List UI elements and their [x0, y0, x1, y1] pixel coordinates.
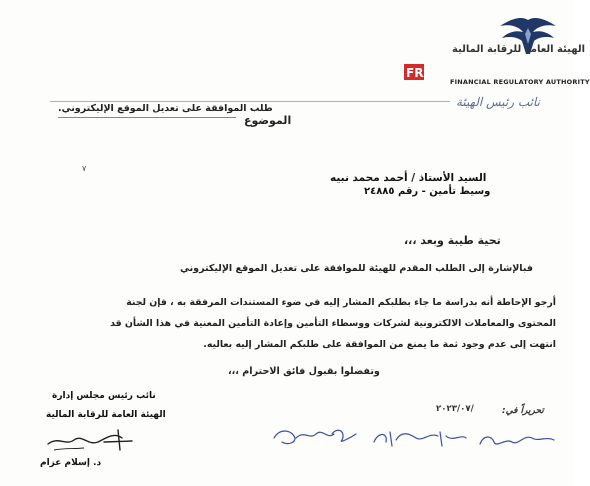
header-rule	[50, 101, 450, 102]
subject-text: طلب الموافقة على تعديل الموقع الإليكتروني.	[58, 103, 273, 114]
subject-underline	[58, 117, 236, 118]
handwritten-initials	[270, 420, 560, 470]
greeting: تحية طيبة وبعد ،،،	[404, 234, 501, 247]
fra-logo-text: FRA	[406, 66, 433, 80]
closing-line: وتفضلوا بقبول فائق الاحترام ،،،	[228, 366, 380, 377]
signatory-title-line1: نائب رئيس مجلس إدارة	[52, 391, 156, 401]
signatory-title-line2: الهيئة العامة للرقابة المالية	[46, 410, 166, 420]
date-value: ٢٠٢٣/٠٧/	[436, 404, 474, 414]
signatory-name: د. إسلام عزام	[40, 458, 102, 468]
authority-name-ar: الهيئة العامة للرقابة المالية	[452, 44, 586, 55]
office-title: نائب رئيس الهيئة	[456, 95, 540, 109]
authority-name-en: FINANCIAL REGULATORY AUTHORITY	[450, 78, 590, 86]
signature-scribble	[44, 424, 142, 456]
fra-logo-icon	[404, 62, 448, 82]
side-mark: ٧	[82, 164, 87, 173]
date-label: تحريراً في:	[502, 406, 544, 416]
subject-label: الموضوع	[244, 114, 292, 127]
addressee-name: السيد الأستاذ / أحمد محمد نبيه	[330, 172, 487, 184]
intro-paragraph: فبالإشارة إلى الطلب المقدم للهيئة للموافقة على تعديل الموقع الإليكتروني	[180, 263, 533, 274]
body-paragraph: أرجو الإحاطة أنه بدراسة ما جاء بطلبكم المشار إليه في ضوء المستندات المرفقة به ، فإن لجنة المحتوى والمعاملات الالكترونية لشركات ووسطاء التأمين وإعادة التأمين المعنية في هذا الشأن قد انتهت إلى عدم وجود ثمة ما يمنع من الموافقة على طلبكم المشار إليه بعاليه.	[110, 297, 556, 350]
addressee-detail: وسيط تأمين - رقم ٢٤٨٨٥	[364, 186, 491, 197]
